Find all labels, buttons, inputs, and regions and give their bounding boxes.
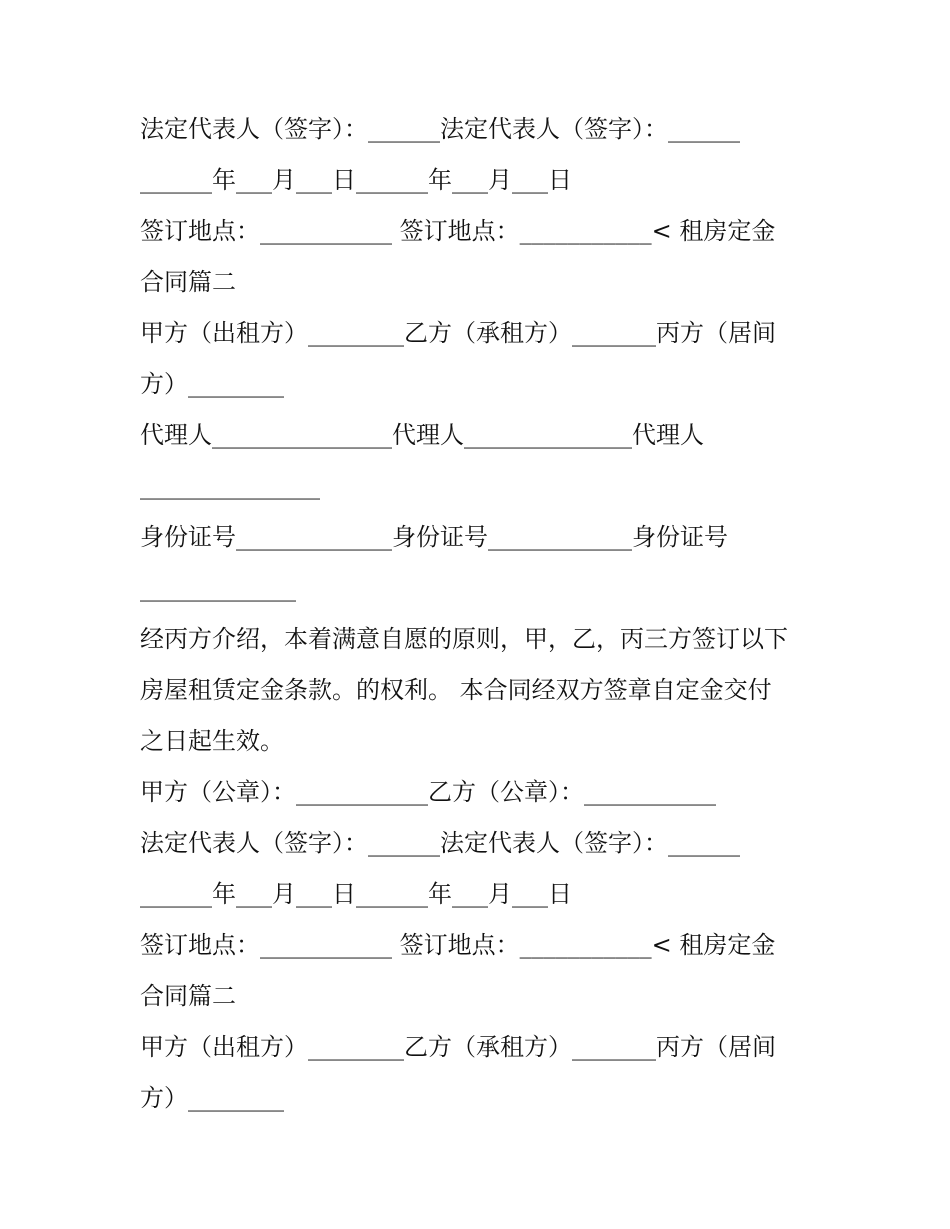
text-line: 房屋租赁定金条款。的权利。 本合同经双方签章自定金交付 — [140, 676, 772, 704]
text-line: ______年___月___日______年___月___日 — [140, 880, 572, 908]
text-line: 方）________ — [140, 370, 284, 398]
text-line: _____________ — [140, 574, 296, 602]
text-line: _______________ — [140, 472, 320, 500]
text-line: 代理人_______________代理人______________代理人 — [140, 421, 704, 449]
text-line: 方）________ — [140, 1084, 284, 1112]
text-line: 签订地点：___________ 签订地点：___________< 租房定金 — [140, 931, 776, 959]
text-line: 甲方（出租方）________乙方（承租方）_______丙方（居间 — [140, 1033, 776, 1061]
text-line: 法定代表人（签字）：______法定代表人（签字）：______ — [140, 829, 740, 857]
text-line: 合同篇二 — [140, 268, 236, 296]
text-line: 签订地点：___________ 签订地点：___________< 租房定金 — [140, 217, 776, 245]
text-line: 之日起生效。 — [140, 727, 284, 755]
document-body — [140, 104, 820, 1124]
text-line: 合同篇二 — [140, 982, 236, 1010]
text-line: 甲方（出租方）________乙方（承租方）_______丙方（居间 — [140, 319, 776, 347]
text-line: ______年___月___日______年___月___日 — [140, 166, 572, 194]
text-line: 甲方（公章）：___________乙方（公章）：___________ — [140, 778, 716, 806]
text-line: 经丙方介绍，本着满意自愿的原则，甲，乙，丙三方签订以下 — [140, 625, 788, 653]
text-line: 法定代表人（签字）：______法定代表人（签字）：______ — [140, 115, 740, 143]
text-line: 身份证号_____________身份证号____________身份证号 — [140, 523, 728, 551]
